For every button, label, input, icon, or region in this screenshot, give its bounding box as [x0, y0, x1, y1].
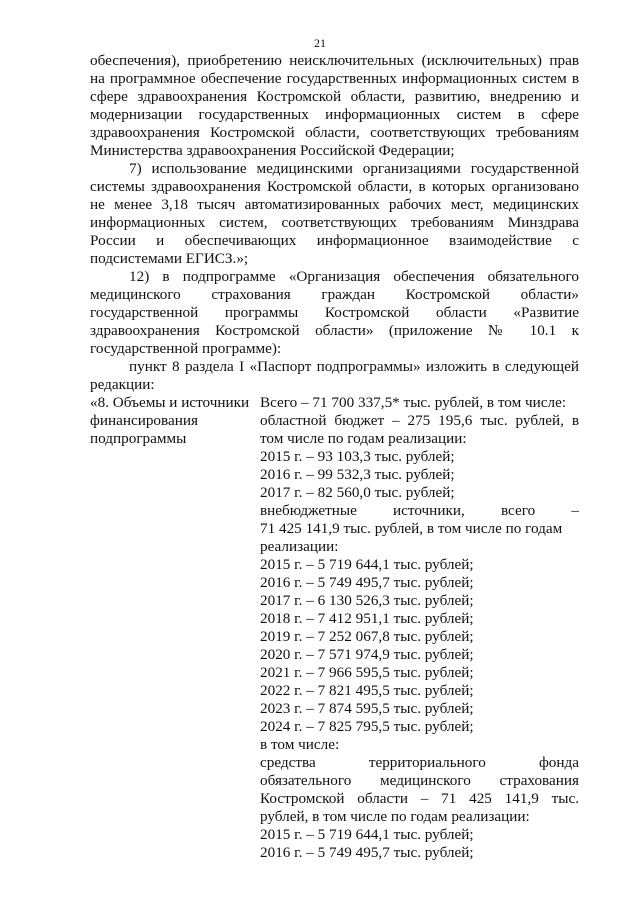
text-line: сфере здравоохранения Костромской области, развитию, внедрению и — [90, 88, 579, 105]
paragraph-section-instruction — [90, 358, 579, 394]
table-value-line: 2016 г. – 5 749 495,7 тыс. рублей; — [260, 574, 474, 591]
table-value-line: Костромской области – 71 425 141,9 тыс. — [260, 790, 579, 807]
text-line: 7) использование медицинскими организациями государственной — [129, 160, 579, 177]
table-value-line: 2019 г. – 7 252 067,8 тыс. рублей; — [260, 628, 474, 645]
table-value-line: 2017 г. – 6 130 526,3 тыс. рублей; — [260, 592, 474, 609]
table-value-line: 2021 г. – 7 966 595,5 тыс. рублей; — [260, 664, 474, 681]
table-value-line: том числе по годам реализации: — [260, 430, 467, 447]
table-value-line: 2015 г. – 93 103,3 тыс. рублей; — [260, 448, 455, 465]
page-number: 21 — [314, 36, 326, 50]
table-value-line: внебюджетные источники, всего – — [260, 502, 579, 519]
text-line: медицинского страхования граждан Костромской области» — [90, 286, 579, 303]
table-value-line: 2024 г. – 7 825 795,5 тыс. рублей; — [260, 718, 474, 735]
table-label-line: «8. Объемы и источники — [90, 394, 250, 411]
paragraph-item-7 — [90, 160, 579, 268]
text-line: модернизации государственных информационных систем в сфере — [90, 106, 579, 123]
document-body — [90, 52, 579, 862]
table-value-line: реализации: — [260, 538, 339, 555]
table-value-line: 2016 г. – 5 749 495,7 тыс. рублей; — [260, 844, 474, 861]
table-value-line: областной бюджет – 275 195,6 тыс. рублей, в — [260, 412, 579, 429]
table-label-line: финансирования — [90, 412, 198, 429]
table-value-line: 2022 г. – 7 821 495,5 тыс. рублей; — [260, 682, 474, 699]
table-value-line: 2020 г. – 7 571 974,9 тыс. рублей; — [260, 646, 474, 663]
table-label-line: подпрограммы — [90, 430, 187, 447]
table-value-line: 2015 г. – 5 719 644,1 тыс. рублей; — [260, 556, 474, 573]
table-label-cell — [90, 394, 260, 448]
text-line: информационных систем, соответствующих требованиям Минздрава — [90, 214, 579, 231]
text-line: государственной программе): — [90, 340, 282, 357]
paragraph-item-12 — [90, 268, 579, 358]
text-line: редакции: — [90, 376, 155, 393]
text-line: пункт 8 раздела I «Паспорт подпрограммы» изложить в следующей — [129, 358, 579, 375]
table-value-line: рублей, в том числе по годам реализации: — [260, 808, 530, 825]
text-line: системы здравоохранения Костромской области, в которых организовано — [90, 178, 579, 195]
table-value-line: обязательного медицинского страхования — [260, 772, 579, 789]
text-line: России и обеспечивающих информационное взаимодействие с — [90, 232, 579, 249]
table-value-line: 2017 г. – 82 560,0 тыс. рублей; — [260, 484, 455, 501]
text-line: на программное обеспечение государственных информационных систем в — [90, 70, 579, 87]
text-line: государственной программы Костромской области «Развитие — [90, 304, 579, 321]
text-line: обеспечения), приобретению неисключительных (исключительных) прав — [90, 52, 579, 69]
table-value-line: Всего – 71 700 337,5* тыс. рублей, в том числе: — [260, 394, 567, 411]
text-line: 12) в подпрограмме «Организация обеспечения обязательного — [129, 268, 579, 285]
text-line: здравоохранения Костромской области» (приложение № 10.1 к — [90, 322, 579, 339]
table-value-line: 2018 г. – 7 412 951,1 тыс. рублей; — [260, 610, 474, 627]
table-value-line: 71 425 141,9 тыс. рублей, в том числе по годам — [260, 520, 563, 537]
financing-table — [90, 394, 579, 862]
table-value-cell — [260, 394, 579, 862]
table-value-line: 2015 г. – 5 719 644,1 тыс. рублей; — [260, 826, 474, 843]
text-line: не менее 3,18 тысяч автоматизированных рабочих мест, медицинских — [90, 196, 579, 213]
text-line: Министерства здравоохранения Российской Федерации; — [90, 142, 455, 159]
table-value-line: 2023 г. – 7 874 595,5 тыс. рублей; — [260, 700, 474, 717]
paragraph-continuation — [90, 52, 579, 160]
table-value-line: 2016 г. – 99 532,3 тыс. рублей; — [260, 466, 455, 483]
text-line: подсистемами ЕГИСЗ.»; — [90, 250, 249, 267]
table-value-line: средства территориального фонда — [260, 754, 579, 771]
text-line: здравоохранения Костромской области, соответствующих требованиям — [90, 124, 579, 141]
table-value-line: в том числе: — [260, 736, 340, 753]
